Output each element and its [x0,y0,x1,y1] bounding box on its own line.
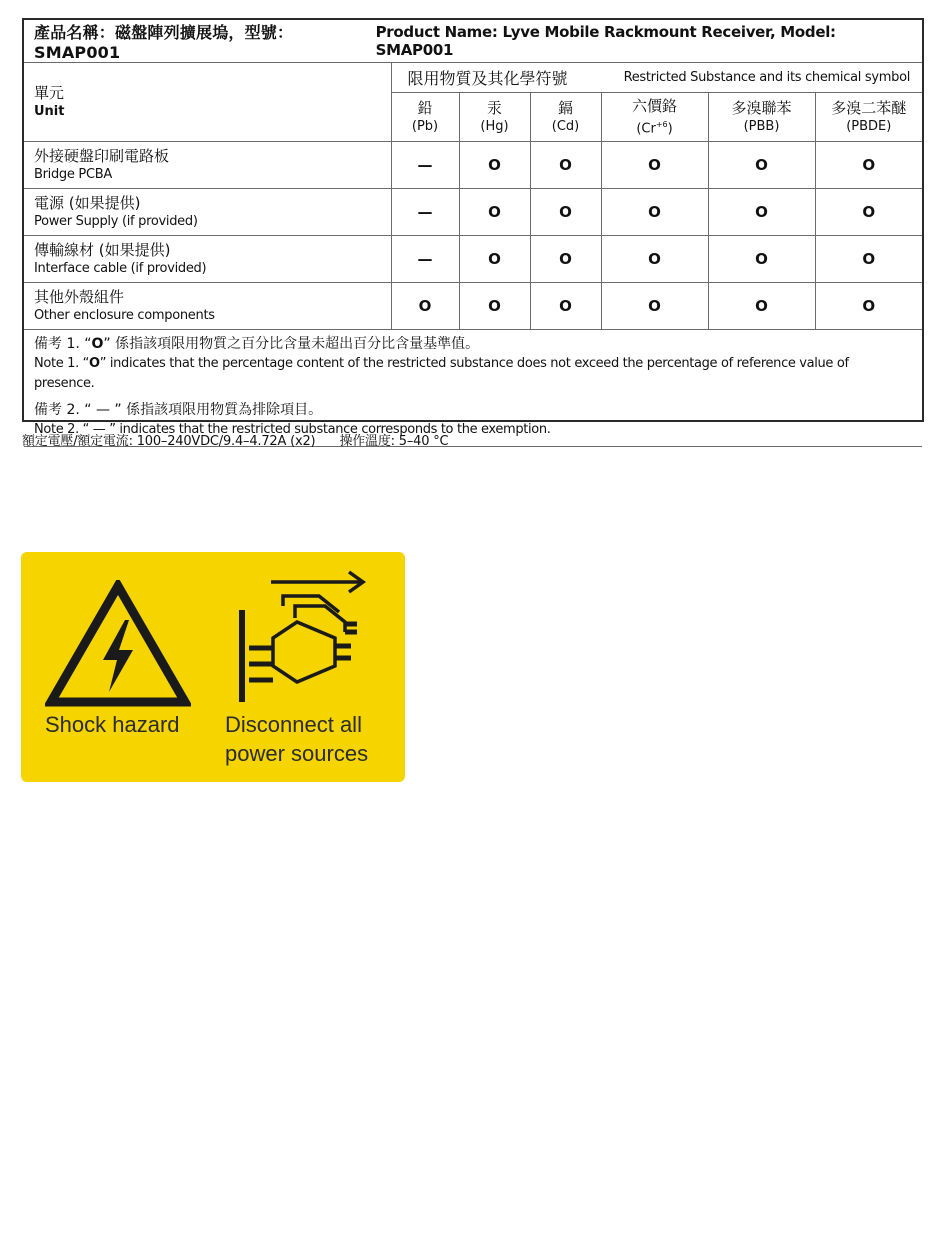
substance-pbde: 多溴二苯醚 (PBDE) [815,93,922,142]
restricted-header-en: Restricted Substance and its chemical symbol [623,70,911,85]
table-row: 外接硬盤印刷電路板 Bridge PCBA — O O O O O [24,142,922,189]
product-title-zh: 產品名稱：磁盤陣列擴展塢，型號：SMAP001 [34,23,294,62]
substance-pbb: 多溴聯苯 (PBB) [708,93,815,142]
note-1-en: Note 1. “O” indicates that the percentage content of the restricted substance does not exceed the percentage of reference value of presence. [34,356,849,391]
warning-label [21,552,405,782]
unit-header-en: Unit [34,104,65,119]
restricted-header [391,63,922,93]
restricted-header-zh: 限用物質及其化學符號 [407,69,568,88]
substance-mercury: 汞 (Hg) [459,93,530,142]
substance-lead: 鉛 (Pb) [391,93,459,142]
unit-header-zh: 單元 [34,84,65,102]
table-row: 傳輸線材 (如果提供) Interface cable (if provided) — O O O O O [24,236,922,283]
note-2-zh: 備考 2. “ — ” 係指該項限用物質為排除項目。 [34,402,323,418]
high-voltage-triangle-icon [45,580,191,708]
rated-voltage: 額定電壓/額定電流: 100–240VDC/9.4–4.72A (x2) [22,434,316,449]
notes [24,330,922,447]
operating-temperature: 操作溫度: 5–40 °C [339,434,449,449]
note-1-zh: 備考 1. “O” 係指該項限用物質之百分比含量未超出百分比含量基準值。 [34,336,480,352]
substance-chromium: 六價鉻 $(Cr^{+6})$ [601,93,708,142]
table-row: 電源 (如果提供) Power Supply (if provided) — O O O O O [24,189,922,236]
product-title-en: Product Name: Lyve Mobile Rackmount Receiver, Model: SMAP001 [375,23,836,59]
unplug-power-icon [235,566,385,708]
rating-line [22,430,448,449]
rohs-table-box [22,18,924,437]
shock-hazard-text: Shock hazard [45,712,180,737]
unit-header [24,63,391,142]
disconnect-all-text: Disconnect all power sources [225,712,369,766]
substance-cadmium: 鎘 (Cd) [530,93,601,142]
table-row: 其他外殼組件 Other enclosure components O O O O O O [24,283,922,330]
chromium-symbol: $(Cr^{+6})$ [636,119,673,137]
rohs-table [24,20,922,447]
note-2-en: Note 2. “ — ” indicates that the restricted substance corresponds to the exemption. [34,422,551,437]
